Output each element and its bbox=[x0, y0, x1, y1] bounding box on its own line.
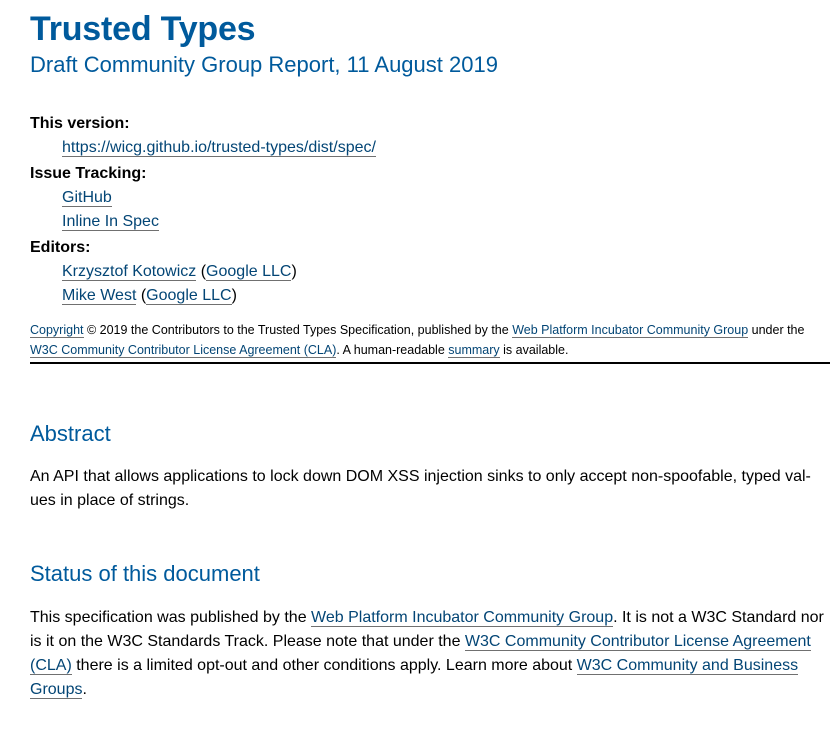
editor-org-link[interactable]: Google LLC bbox=[206, 263, 292, 280]
status-text bbox=[30, 606, 830, 702]
editor-name-link[interactable]: Mike West bbox=[62, 287, 137, 304]
status-text-part: there is a limited opt-out and other conditions apply. Learn more about bbox=[71, 657, 577, 674]
abstract-text: An API that allows applications to lock down DOM XSS injection sinks to only accept non-spoofable, typed val- ues in place of strings. bbox=[30, 468, 811, 509]
w3c-groups-link[interactable]: W3C Community and Business Groups bbox=[30, 657, 799, 698]
copyright-notice bbox=[30, 321, 830, 360]
cla-link[interactable]: W3C Community Contributor License Agreement (CLA) bbox=[30, 342, 337, 357]
cla-link[interactable]: W3C Community Contributor License Agreement (CLA) bbox=[30, 633, 811, 674]
editor-entry: Mike West (Google LLC) bbox=[62, 287, 237, 304]
abstract-heading: Abstract bbox=[30, 421, 111, 446]
summary-link[interactable]: summary bbox=[448, 342, 500, 357]
copyright-link[interactable]: Copyright bbox=[30, 323, 84, 337]
copyright-text: © 2019 the Contributors to the Trusted Types Specification, published by the bbox=[83, 323, 513, 337]
wicg-link[interactable]: Web Platform Incubator Community Group bbox=[311, 609, 614, 626]
copyright-text: under the bbox=[748, 323, 805, 337]
github-issues-link[interactable]: GitHub bbox=[62, 189, 112, 206]
status-text-part: This specification was published by the bbox=[30, 609, 312, 626]
editor-entry: Krzysztof Kotowicz (Google LLC) bbox=[62, 263, 297, 280]
copyright-text: . A human-readable bbox=[336, 342, 449, 357]
wicg-link[interactable]: Web Platform Incubator Community Group bbox=[512, 323, 749, 337]
editor-name-link[interactable]: Krzysztof Kotowicz bbox=[62, 263, 197, 280]
page-subtitle: Draft Community Group Report, 11 August 2019 bbox=[30, 52, 498, 77]
status-text-part: . bbox=[82, 681, 87, 698]
editors-label: Editors: bbox=[30, 239, 91, 256]
copyright-text: is available. bbox=[499, 342, 569, 357]
status-heading: Status of this document bbox=[30, 561, 260, 586]
page-title: Trusted Types bbox=[30, 10, 256, 48]
this-version-label: This version: bbox=[30, 115, 130, 132]
spec-metadata bbox=[30, 110, 376, 308]
this-version-link[interactable]: https://wicg.github.io/trusted-types/dist/spec/ bbox=[62, 139, 376, 156]
editor-org-link[interactable]: Google LLC bbox=[146, 287, 232, 304]
status-text-part: . It is not a W3C Standard nor is it on the W3C Standards Track. Please note that under the bbox=[30, 609, 824, 650]
inline-in-spec-link[interactable]: Inline In Spec bbox=[62, 213, 159, 230]
issue-tracking-label: Issue Tracking: bbox=[30, 165, 147, 182]
header-divider bbox=[30, 362, 830, 364]
